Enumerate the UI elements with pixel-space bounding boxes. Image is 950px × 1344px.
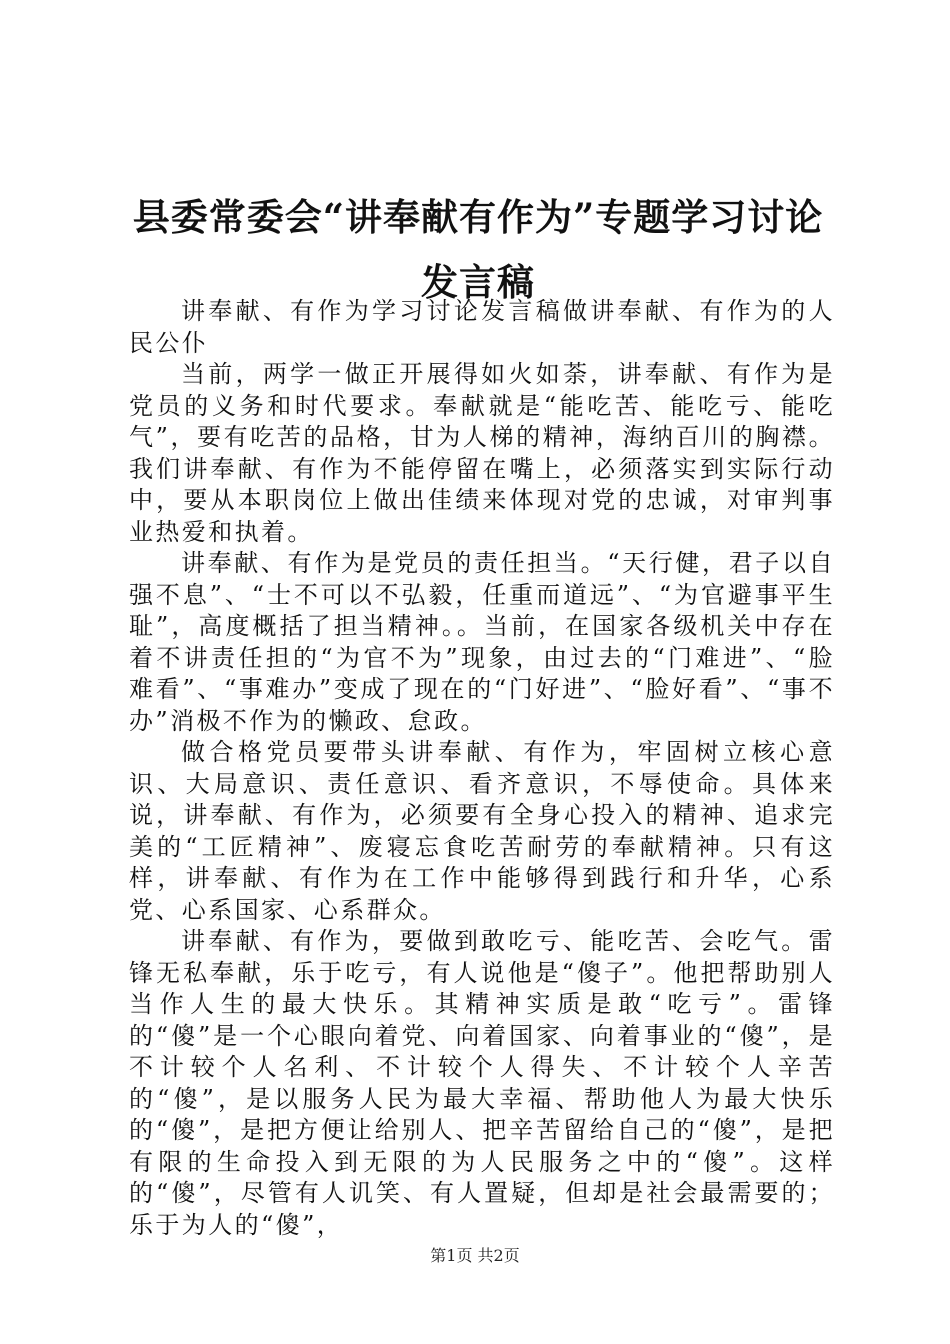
paragraph-qualified-member: 做合格党员要带头讲奉献、有作为，牢固树立核心意识、大局意识、责任意识、看齐意识，不辱使命。具体来说，讲奉献、有作为，必须要有全身心投入的精神、追求完美的“工匠精神”、废寝忘食吃苦耐劳的奉献精神。只有这样，讲奉献、有作为在工作中能够得到践行和升华，心系党、心系国家、心系群众。	[129, 738, 835, 924]
paragraph-current-situation: 当前，两学一做正开展得如火如荼，讲奉献、有作为是党员的义务和时代要求。奉献就是“能吃苦、能吃亏、能吃气”，要有吃苦的品格，甘为人梯的精神，海纳百川的胸襟。我们讲奉献、有作为不能停留在嘴上，必须落实到实际行动中，要从本职岗位上做出佳绩来体现对党的忠诚，对审判事业热爱和执着。	[129, 360, 835, 546]
paragraph-lei-feng: 讲奉献、有作为，要做到敢吃亏、能吃苦、会吃气。雷锋无私奉献，乐于吃亏，有人说他是“傻子”。他把帮助别人当作人生的最大快乐。其精神实质是敢“吃亏”。雷锋的“傻”是一个心眼向着党、向着国家、向着事业的“傻”，是不计较个人名利、不计较个人得失、不计较个人辛苦的“傻”，是以服务人民为最大幸福、帮助他人为最大快乐的“傻”，是把方便让给别人、把辛苦留给自己的“傻”，是把有限的生命投入到无限的为人民服务之中的“傻”。这样的“傻”，尽管有人讥笑、有人置疑，但却是社会最需要的；乐于为人的“傻”，	[129, 927, 835, 1239]
document-title: 县委常委会“讲奉献有作为”专题学习讨论发言稿	[132, 194, 824, 304]
document-body	[129, 296, 835, 1241]
paragraph-intro: 讲奉献、有作为学习讨论发言稿做讲奉献、有作为的人民公仆	[129, 297, 835, 357]
paragraph-responsibility: 讲奉献、有作为是党员的责任担当。“天行健，君子以自强不息”、“士不可以不弘毅，任重而道远”、“为官避事平生耻”，高度概括了担当精神。。当前，在国家各级机关中存在着不讲责任担的“为官不为”现象，由过去的“门难进”、“脸难看”、“事难办”变成了现在的“门好进”、“脸好看”、“事不办”消极不作为的懒政、怠政。	[129, 549, 835, 735]
page-footer: 第1页 共2页	[430, 1246, 520, 1265]
